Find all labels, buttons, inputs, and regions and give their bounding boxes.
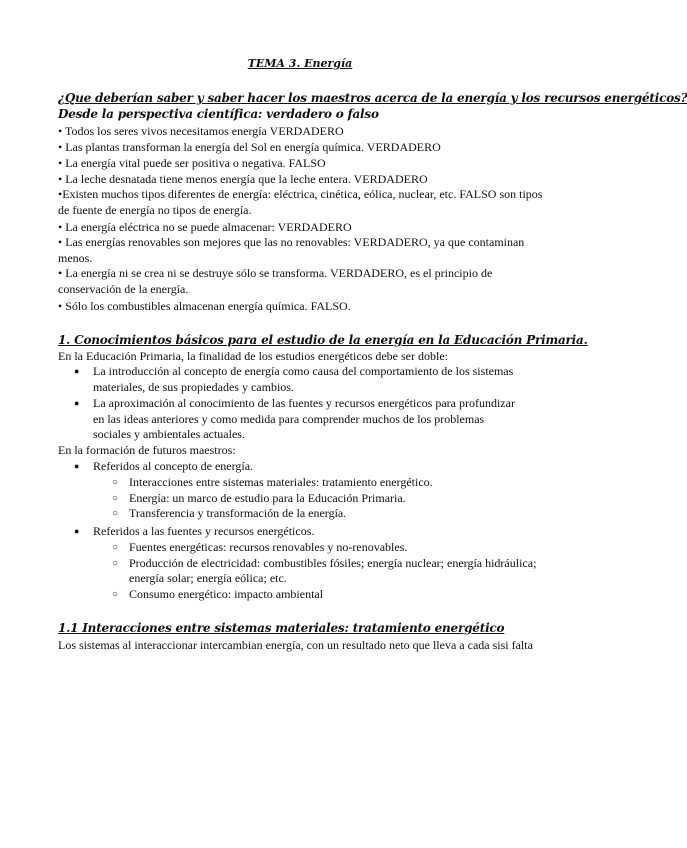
statement: • La energía ni se crea ni se destruye sólo se transforma. VERDADERO, es el principio de conservación de la energía. [58,266,493,296]
question-heading: ¿Que deberían saber y saber hacer los maestros acerca de la energía y los recursos energéticos? [58,91,687,105]
group-1-sublist [112,475,542,522]
list-item: ○ Energía: un marco de estudio para la Educación Primaria. [112,491,542,507]
list-item: ○ Fuentes energéticas: recursos renovables y no-renovables. [112,540,542,556]
section-1-1-text: Los sistemas al interaccionar intercambian energía, con un resultado neto que lleva a cada sisi falta [58,638,533,652]
statement: • La energía eléctrica no se puede almacenar: VERDADERO [58,220,352,234]
list-item: ● Referidos al concepto de energía. [74,459,524,475]
list-item: ○ Interacciones entre sistemas materiales: tratamiento energético. [112,475,542,491]
statement: • Sólo los combustibles almacenan energía química. FALSO. [58,299,351,313]
list-item: ○ Producción de electricidad: combustibles fósiles; energía nuclear; energía hidráulica; energía solar; energía eólica; etc. [112,556,542,587]
section-1-1-heading: 1.1 Interacciones entre sistemas materiales: tratamiento energético [58,621,505,635]
section-1-heading: 1. Conocimientos básicos para el estudio de la energía en la Educación Primaria. [58,333,588,347]
group-1-list [74,459,524,476]
subheading: Desde la perspectiva científica: verdadero o falso [58,107,379,121]
teacher-intro: En la formación de futuros maestros: [58,443,236,457]
statement: • La energía vital puede ser positiva o negativa. FALSO [58,156,326,170]
list-item: ● La aproximación al conocimiento de las fuentes y recursos energéticos para profundizar en las ideas anteriores y como medida para comprender muchos de los problemas sociales y ambientales actuales. [74,396,524,443]
goals-list [74,364,524,444]
group-2-sublist [112,540,542,602]
list-item: ● Referidos a las fuentes y recursos energéticos. [74,524,524,540]
statement: • La leche desnatada tiene menos energía que la leche entera. VERDADERO [58,172,428,186]
list-item: ● La introducción al concepto de energía como causa del comportamiento de los sistemas materiales, de sus propiedades y cambios. [74,364,524,395]
statement: •Existen muchos tipos diferentes de energía: eléctrica, cinética, eólica, nuclear, etc. FALSO son tipos de fuente de energía no tipos de energía. [58,187,543,217]
section-1-intro: En la Educación Primaria, la finalidad de los estudios energéticos debe ser doble: [58,349,448,363]
group-2-list [74,524,524,541]
page-title: TEMA 3. Energía [247,57,353,70]
statement: • Las plantas transforman la energía del Sol en energía química. VERDADERO [58,140,441,154]
list-item: ○ Consumo energético: impacto ambiental [112,587,542,603]
list-item: ○ Transferencia y transformación de la energía. [112,506,542,522]
statement: • Las energías renovables son mejores que las no renovables: VERDADERO, ya que contaminan menos. [58,235,525,265]
statement: • Todos los seres vivos necesitamos energía VERDADERO [58,124,344,138]
